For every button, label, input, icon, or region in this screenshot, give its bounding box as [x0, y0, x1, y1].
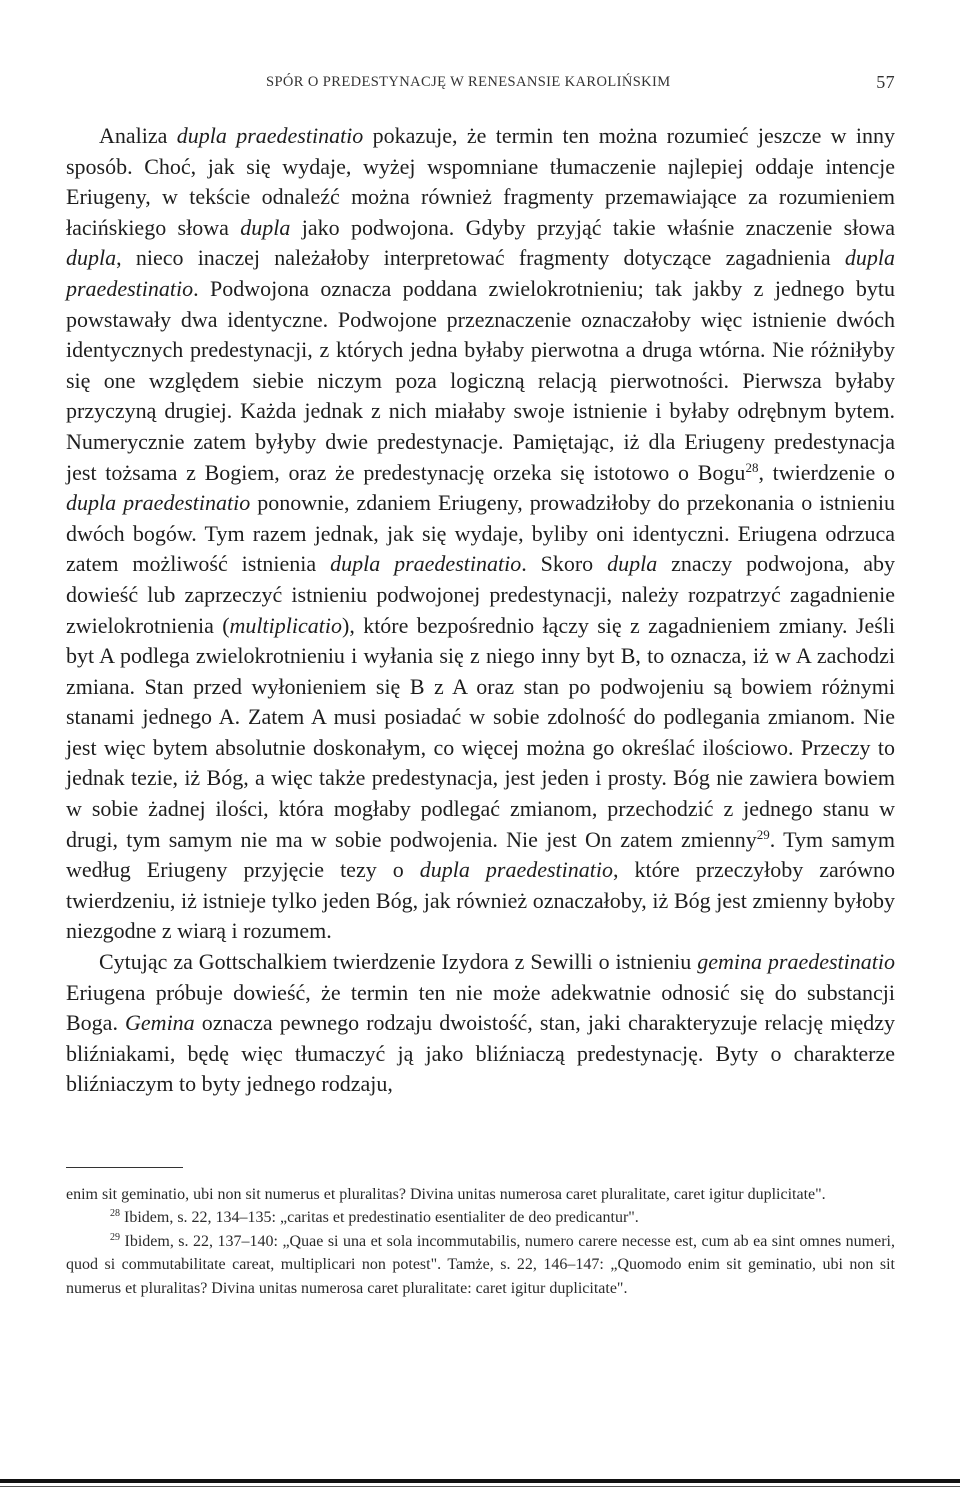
text-run: jako podwojona. Gdyby przyjąć takie właśnie znaczenie słowa	[290, 214, 895, 240]
body-paragraph	[66, 121, 895, 947]
text-run: pokazuje, że termin ten można rozumieć jeszcze w inny sposób. Choć, jak się wydaje, wyżej wspomniane tłumaczenie najlepiej oddaje intencje Eriugeny, w tekście odnaleźć można również fragmenty przemawiające za rozumieniem łacińskiego słowa	[66, 123, 895, 240]
latin-term: dupla praedestinatio	[176, 123, 364, 148]
footnotes	[66, 1183, 895, 1300]
text-run: . Skoro	[521, 551, 608, 577]
text-run: , nieco inaczej należałoby interpretować fragmenty dotyczące zagadnienia	[116, 245, 845, 271]
footnote-separator	[66, 1167, 183, 1168]
text-run: Eriugena próbuje dowieść, że termin ten nie może adekwatnie odnosić się do substancji Boga.	[66, 979, 895, 1036]
latin-term: dupla praedestinatio	[419, 857, 613, 883]
latin-term: multiplicatio	[229, 612, 342, 638]
footnote-text: Ibidem, s. 22, 134–135: „caritas et predestinatio esentialiter de deo predicantur".	[120, 1209, 639, 1227]
text-run: oznacza pewnego rodzaju dwoistość, stan, jaki charakteryzuje relację między bliźniakami, będę więc tłumaczyć ją jako bliźniaczą predestynację. Byty o charakterze bliźniaczym to byty jednego rodzaju,	[66, 1010, 895, 1097]
latin-term: dupla praedestinatio	[66, 490, 251, 516]
text-run: Cytując za Gottschalkiem twierdzenie Izydora z Sewilli o istnieniu	[99, 949, 698, 975]
text-run: , które przeczyłoby zarówno twierdzeniu, iż istnieje tylko jeden Bóg, jak również oznaczałoby, iż Bóg jest zmienny byłoby niezgodne z wiarą i rozumem.	[66, 857, 895, 944]
text-run: Analiza	[99, 123, 177, 148]
page-number: 57	[876, 72, 895, 92]
scan-edge-bar	[0, 1479, 960, 1483]
main-text	[66, 121, 895, 1100]
latin-term: dupla praedestinatio	[66, 245, 895, 301]
latin-term: dupla praedestinatio	[330, 551, 522, 577]
latin-term: dupla	[240, 214, 291, 240]
footnote-28	[66, 1206, 895, 1229]
footnote-29	[66, 1230, 895, 1300]
scan-edge-line	[0, 1486, 960, 1487]
footnote-ref-29[interactable]: 29	[756, 826, 770, 842]
latin-term: gemina praedestinatio	[697, 949, 895, 975]
running-header	[266, 74, 895, 96]
text-run: znaczy podwojona, aby dowieść lub zaprzeczyć istnieniu podwojonej predestynacji, należy rozpatrzyć zagadnienie zwielokrotnienia (	[66, 551, 896, 638]
body-paragraph	[66, 947, 895, 1100]
text-run: . Podwojona oznacza poddana zwielokrotnieniu; tak jakby z jednego bytu powstawały dwa identyczne. Podwojone przeznaczenie oznaczałoby więc istnienie dwóch identycznych predestynacji, z których jedna byłaby pierwotna a druga wtórna. Nie różniłyby się one względem siebie niczym poza logiczną relacją pierwotności. Pierwsza byłaby przyczyną drugiej. Każda jednak z nich miałaby swoje istnienie i byłaby odrębnym bytem. Numerycznie zatem byłyby dwie predestynacje. Pamiętając, iż dla Eriugeny predestynacja jest tożsama z Bogiem, oraz że predestynację orzeka się istotowo o Bogu	[66, 275, 895, 485]
footnote-mark: 29	[110, 1231, 120, 1243]
text-run: , twierdzenie o	[758, 459, 896, 485]
footnote-mark: 28	[110, 1208, 120, 1220]
footnote-ref-28[interactable]: 28	[745, 459, 759, 475]
latin-term: dupla	[66, 245, 117, 271]
footnote-continuation: enim sit geminatio, ubi non sit numerus et pluralitas? Divina unitas numerosa caret pluralitate, caret igitur duplicitate".	[66, 1186, 826, 1203]
latin-term: dupla	[607, 551, 658, 577]
text-run: ponownie, zdaniem Eriugeny, prowadziłoby do przekonania o istnieniu dwóch bogów. Tym razem jednak, jak się wydaje, byliby oni identyczni. Eriugena odrzuca zatem możliwość istnienia	[66, 490, 895, 577]
latin-term: Gemina	[125, 1010, 195, 1036]
text-run: ), które bezpośrednio łączy się z zagadnieniem zmiany. Jeśli byt A podlega zwielokrotnieniu i wyłania się z niego inny byt B, to oznacza, iż w A zachodzi zmiana. Stan przed wyłonieniem się B z A oraz stan po podwojeniu są bowiem różnymi stanami jednego A. Zatem A musi posiadać w sobie zdolność do podlegania zmianom. Nie jest więc bytem absolutnie doskonałym, co więcej można go określać ilościowo. Przeczy to jednak tezie, iż Bóg, a więc także predestynacja, jest jeden i prosty. Bóg nie zawiera bowiem w sobie żadnej ilości, która mogłaby podlegać zmianom, przechodzić z jednego stanu w drugi, tym samym nie ma w sobie podwojenia. Nie jest On zatem zmienny	[66, 612, 896, 852]
running-title: SPÓR O PREDESTYNACJĘ W RENESANSIE KAROLIŃSKIM	[266, 74, 671, 90]
text-run: . Tym samym według Eriugeny przyjęcie tezy o	[66, 826, 895, 883]
footnote-text: Ibidem, s. 22, 137–140: „Quae si una et sola incommutabilis, numero carere necesse est, cum ab ea sint omnes numeri, quod si commutabilitate careat, multiplicari non potest". Tamże, s. 22, 146–147: „Quomodo enim sit geminatio, ubi non sit numerus et pluralitas? Divina unitas numerosa caret pluralitate: caret igitur duplicitate".	[66, 1232, 895, 1297]
